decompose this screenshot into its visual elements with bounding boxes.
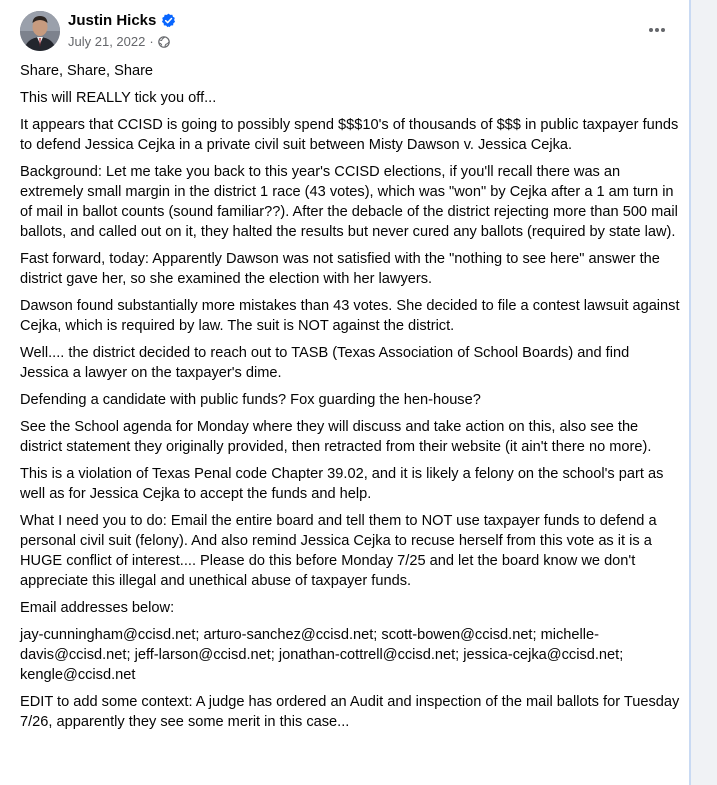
post-paragraph: Background: Let me take you back to this year's CCISD elections, if you'll recall there was an extremely small margin in the district 1 race (43 votes), which was "won" by Cejka after a 1 am turn in of mail in ballot counts (sound familiar??). After the debacle of the district rejecting more than 500 mail ballots, and called out on it, they halted the results but never cured any ballots (required by state law). [20, 164, 678, 240]
post-body [20, 61, 680, 739]
more-options-button[interactable] [642, 15, 672, 45]
card-border [689, 0, 691, 785]
email-addresses: jay-cunningham@ccisd.net; arturo-sanchez@ccisd.net; scott-bowen@ccisd.net; michelle-davis@ccisd.net; jeff-larson@ccisd.net; jonathan-cottrell@ccisd.net; jessica-cejka@ccisd.net; kengle@ccisd.net [20, 627, 624, 683]
post-date[interactable]: July 21, 2022 [68, 34, 146, 49]
avatar-image [20, 11, 60, 51]
post-paragraph: Share, Share, Share [20, 63, 154, 79]
post-paragraph: What I need you to do: Email the entire board and tell them to NOT use taxpayer funds to defend a personal civil suit (felony). And also remind Jessica Cejka to recuse herself from this vote as it is a HUGE conflict of interest.... Please do this before Monday 7/25 and let the board know we don't appreciate this illegal and unethical abuse of taxpayer funds. [20, 513, 657, 589]
post-paragraph: Email addresses below: [20, 600, 175, 616]
page-background-strip [691, 0, 717, 785]
post-paragraph: See the School agenda for Monday where they will discuss and take action on this, also see the district statement they originally provided, then retracted from their website (it ain't there no more). [20, 419, 652, 455]
post-paragraph: Well.... the district decided to reach out to TASB (Texas Association of School Boards) and find Jessica a lawyer on the taxpayer's dime. [20, 345, 630, 381]
author-row [68, 12, 176, 29]
post-paragraph: Fast forward, today: Apparently Dawson was not satisfied with the "nothing to see here" answer the district gave her, so she examined the election with her lawyers. [20, 251, 660, 287]
globe-icon[interactable] [158, 36, 170, 48]
author-avatar[interactable] [20, 11, 60, 51]
author-name[interactable]: Justin Hicks [68, 12, 157, 29]
post-paragraph: Defending a candidate with public funds? Fox guarding the hen-house? [20, 392, 481, 408]
post-paragraph: This will REALLY tick you off... [20, 90, 217, 106]
post-paragraph: Dawson found substantially more mistakes than 43 votes. She decided to file a contest lawsuit against Cejka, which is required by law. The suit is NOT against the district. [20, 298, 680, 334]
post-paragraph: This is a violation of Texas Penal code Chapter 39.02, and it is likely a felony on the school's part as well as for Jessica Cejka to accept the funds and help. [20, 466, 664, 502]
post-paragraph: It appears that CCISD is going to possibly spend $$$10's of thousands of $$$ in public taxpayer funds to defend Jessica Cejka in a private civil suit between Misty Dawson v. Jessica Cejka. [20, 117, 679, 153]
post-meta [68, 34, 170, 49]
verified-badge-icon [161, 13, 176, 28]
more-options-icon [648, 27, 666, 33]
meta-separator: · [149, 34, 154, 49]
post-paragraph: EDIT to add some context: A judge has ordered an Audit and inspection of the mail ballots for Tuesday 7/26, apparently they see some merit in this case... [20, 694, 680, 730]
